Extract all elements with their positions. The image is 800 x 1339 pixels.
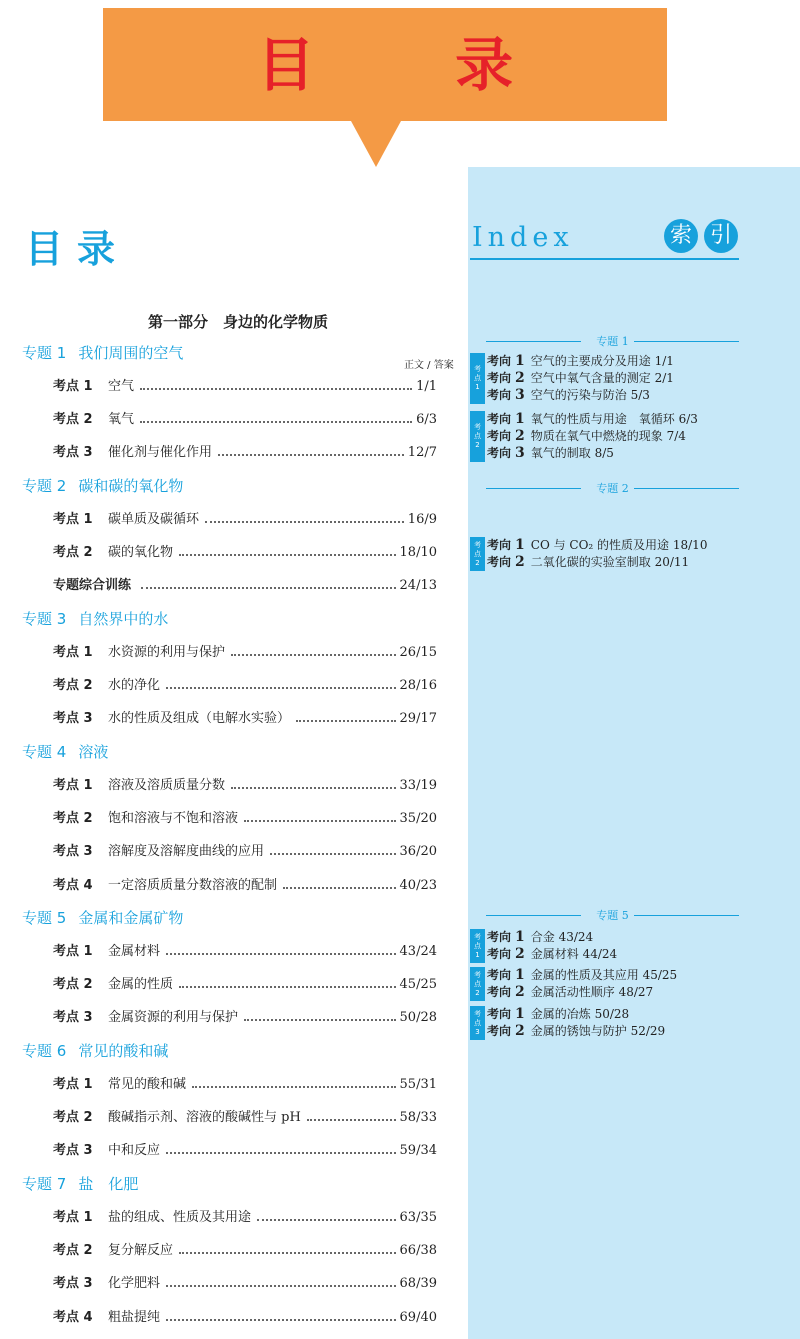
row-title: 水的净化 bbox=[108, 678, 161, 694]
row-label: 考点 3 bbox=[53, 711, 93, 727]
topic-name: 自然界中的水 bbox=[78, 610, 169, 628]
topic-label: 专题 5 bbox=[22, 909, 67, 927]
entry-number: 1 bbox=[515, 1006, 525, 1022]
toc-row[interactable] bbox=[53, 408, 437, 428]
row-label: 考点 1 bbox=[53, 645, 93, 660]
row-pages: 24/13 bbox=[399, 578, 437, 594]
row-pages: 40/23 bbox=[399, 877, 437, 893]
row-label: 考点 1 bbox=[53, 778, 93, 793]
topic-label: 专题 1 bbox=[22, 344, 67, 362]
entry-number: 2 bbox=[515, 984, 525, 1000]
entry-number: 2 bbox=[515, 1023, 525, 1039]
kaodian-tab bbox=[470, 411, 485, 462]
row-label: 考点 2 bbox=[53, 1110, 93, 1126]
row-pages: 66/38 bbox=[399, 1243, 437, 1259]
topic-name: 常见的酸和碱 bbox=[78, 1042, 169, 1060]
row-label: 考点 3 bbox=[53, 844, 93, 860]
index-badge-1: 索 bbox=[664, 219, 698, 253]
dot-leader bbox=[244, 1019, 396, 1021]
row-label: 考点 2 bbox=[53, 977, 93, 993]
index-entry[interactable] bbox=[487, 984, 653, 1001]
kaodian-tab bbox=[470, 967, 485, 1001]
dot-leader bbox=[179, 986, 396, 988]
row-pages: 33/19 bbox=[399, 778, 437, 793]
entry-number: 2 bbox=[515, 946, 525, 962]
entry-text: 空气的污染与防治 5/3 bbox=[530, 388, 650, 402]
row-title: 常见的酸和碱 bbox=[108, 1077, 187, 1092]
tab-char: 1 bbox=[475, 950, 480, 959]
kaodian-tab bbox=[470, 1006, 485, 1040]
row-label: 考点 2 bbox=[53, 1243, 93, 1259]
row-pages: 16/9 bbox=[407, 512, 437, 527]
row-pages: 50/28 bbox=[399, 1010, 437, 1026]
entry-text: 氧气的制取 8/5 bbox=[530, 446, 614, 460]
row-title: 水的性质及组成（电解水实验） bbox=[108, 711, 291, 727]
index-badge-2: 引 bbox=[704, 219, 738, 253]
topic-label: 专题 7 bbox=[22, 1175, 67, 1193]
row-title: 溶液及溶质质量分数 bbox=[108, 778, 226, 793]
toc-row[interactable] bbox=[53, 1206, 437, 1226]
row-title: 催化剂与催化作用 bbox=[108, 445, 213, 461]
dot-leader bbox=[283, 887, 396, 889]
toc-row[interactable] bbox=[53, 774, 437, 794]
toc-row[interactable] bbox=[53, 1106, 437, 1126]
row-pages: 36/20 bbox=[399, 844, 437, 860]
toc-row[interactable] bbox=[53, 1272, 437, 1292]
dot-leader bbox=[231, 787, 396, 789]
dot-leader bbox=[166, 953, 396, 955]
index-entry[interactable] bbox=[487, 370, 674, 387]
toc-row[interactable] bbox=[53, 375, 437, 395]
row-label: 考点 1 bbox=[53, 379, 93, 394]
tab-char: 2 bbox=[475, 988, 480, 997]
row-pages: 63/35 bbox=[399, 1210, 437, 1225]
kaodian-tab bbox=[470, 929, 485, 963]
index-section-heading: 专题 1 bbox=[596, 335, 629, 348]
entry-number: 3 bbox=[515, 387, 525, 403]
row-title: 空气 bbox=[108, 379, 135, 394]
row-pages: 68/39 bbox=[399, 1276, 437, 1292]
tab-char: 考 bbox=[474, 932, 481, 941]
entry-prefix: 考向 bbox=[487, 538, 512, 552]
row-pages: 6/3 bbox=[416, 412, 437, 428]
row-title: 一定溶质质量分数溶液的配制 bbox=[108, 877, 278, 893]
entry-text: 物质在氧气中燃烧的现象 7/4 bbox=[530, 429, 686, 443]
entry-number: 1 bbox=[515, 353, 525, 369]
row-pages: 12/7 bbox=[407, 445, 437, 461]
tab-char: 点 bbox=[474, 1018, 481, 1027]
toc-row[interactable] bbox=[53, 641, 437, 661]
row-label: 考点 1 bbox=[53, 512, 93, 527]
entry-number: 1 bbox=[515, 967, 525, 983]
row-title: 饱和溶液与不饱和溶液 bbox=[108, 811, 239, 827]
index-section-heading: 专题 2 bbox=[596, 482, 629, 495]
index-entry[interactable] bbox=[487, 428, 686, 445]
tab-char: 2 bbox=[475, 558, 480, 567]
index-entry[interactable] bbox=[487, 554, 689, 571]
tab-char: 考 bbox=[474, 970, 481, 979]
banner-title: 目 录 bbox=[256, 31, 574, 99]
row-title: 粗盐提纯 bbox=[108, 1309, 161, 1325]
kaodian-tab bbox=[470, 537, 485, 571]
kaodian-tab bbox=[470, 353, 485, 404]
toc-row[interactable] bbox=[53, 574, 437, 594]
entry-text: 金属的冶炼 50/28 bbox=[530, 1007, 630, 1021]
topic-label: 专题 3 bbox=[22, 610, 67, 628]
topic-heading[interactable] bbox=[22, 1040, 168, 1061]
topic-name: 碳和碳的氧化物 bbox=[78, 477, 184, 495]
row-pages: 18/10 bbox=[399, 545, 437, 561]
row-pages: 55/31 bbox=[399, 1077, 437, 1092]
toc-row[interactable] bbox=[53, 674, 437, 694]
tab-char: 点 bbox=[474, 432, 481, 440]
index-entry[interactable] bbox=[487, 929, 593, 946]
index-section-heading: 专题 5 bbox=[596, 909, 629, 922]
row-pages: 45/25 bbox=[399, 977, 437, 993]
entry-prefix: 考向 bbox=[487, 947, 512, 961]
dot-leader bbox=[244, 820, 396, 822]
toc-row[interactable] bbox=[53, 441, 437, 461]
entry-prefix: 考向 bbox=[487, 446, 512, 460]
entry-prefix: 考向 bbox=[487, 968, 512, 982]
entry-text: 合金 43/24 bbox=[530, 930, 594, 944]
index-entry[interactable] bbox=[487, 946, 617, 963]
row-label: 考点 2 bbox=[53, 412, 93, 428]
row-pages: 58/33 bbox=[399, 1110, 437, 1126]
tab-char: 点 bbox=[474, 374, 481, 382]
row-label: 考点 1 bbox=[53, 944, 93, 959]
topic-label: 专题 2 bbox=[22, 477, 67, 495]
topic-name: 盐 化肥 bbox=[78, 1175, 139, 1193]
toc-row[interactable] bbox=[53, 807, 437, 827]
entry-text: 金属活动性顺序 48/27 bbox=[530, 985, 654, 999]
row-label: 考点 4 bbox=[53, 1309, 93, 1325]
topic-name: 溶液 bbox=[78, 743, 109, 761]
toc-row[interactable] bbox=[53, 874, 437, 894]
entry-prefix: 考向 bbox=[487, 371, 512, 385]
index-entry[interactable] bbox=[487, 1023, 665, 1040]
row-pages: 1/1 bbox=[416, 379, 437, 394]
topic-heading[interactable] bbox=[22, 1173, 138, 1194]
row-title: 碳的氧化物 bbox=[108, 545, 174, 561]
row-title: 金属的性质 bbox=[108, 977, 174, 993]
row-title: 金属资源的利用与保护 bbox=[108, 1010, 239, 1026]
topic-name: 我们周围的空气 bbox=[78, 344, 184, 362]
tab-char: 2 bbox=[475, 441, 480, 449]
row-label: 考点 1 bbox=[53, 1077, 93, 1092]
entry-prefix: 考向 bbox=[487, 555, 512, 569]
index-rule bbox=[470, 258, 739, 260]
dot-leader bbox=[179, 554, 396, 556]
row-title: 酸碱指示剂、溶液的酸碱性与 pH bbox=[108, 1110, 301, 1126]
toc-row[interactable] bbox=[53, 508, 437, 528]
tab-char: 1 bbox=[475, 383, 480, 391]
entry-number: 3 bbox=[515, 445, 525, 461]
entry-prefix: 考向 bbox=[487, 1024, 512, 1038]
tab-char: 点 bbox=[474, 549, 481, 558]
index-heading: Index bbox=[472, 222, 574, 253]
row-label: 考点 3 bbox=[53, 1143, 93, 1159]
row-title: 碳单质及碳循环 bbox=[108, 512, 200, 527]
row-title: 金属材料 bbox=[108, 944, 161, 959]
entry-number: 1 bbox=[515, 929, 525, 945]
row-label: 考点 2 bbox=[53, 545, 93, 561]
entry-prefix: 考向 bbox=[487, 1007, 512, 1021]
entry-text: 金属的锈蚀与防护 52/29 bbox=[530, 1024, 666, 1038]
topic-heading[interactable] bbox=[22, 608, 168, 629]
toc-row[interactable] bbox=[53, 940, 437, 960]
row-pages: 28/16 bbox=[399, 678, 437, 694]
row-label: 考点 2 bbox=[53, 678, 93, 694]
entry-prefix: 考向 bbox=[487, 429, 512, 443]
dot-leader bbox=[140, 421, 412, 423]
dot-leader bbox=[140, 388, 412, 390]
dot-leader bbox=[166, 687, 396, 689]
tab-char: 考 bbox=[474, 540, 481, 549]
entry-text: CO 与 CO₂ 的性质及用途 18/10 bbox=[530, 538, 708, 552]
index-entry[interactable] bbox=[487, 353, 674, 370]
row-label: 考点 3 bbox=[53, 445, 93, 461]
entry-number: 1 bbox=[515, 537, 525, 553]
tab-char: 考 bbox=[474, 423, 481, 431]
row-title: 溶解度及溶解度曲线的应用 bbox=[108, 844, 265, 860]
dot-leader bbox=[296, 720, 396, 722]
row-title: 中和反应 bbox=[108, 1143, 161, 1159]
entry-number: 1 bbox=[515, 411, 525, 427]
topic-heading[interactable] bbox=[22, 475, 183, 496]
row-title: 氧气 bbox=[108, 412, 135, 428]
dot-leader bbox=[270, 853, 396, 855]
part-title: 第一部分 身边的化学物质 bbox=[148, 313, 329, 331]
row-label: 考点 3 bbox=[53, 1010, 93, 1026]
entry-text: 金属的性质及其应用 45/25 bbox=[530, 968, 678, 982]
row-title: 复分解反应 bbox=[108, 1243, 174, 1259]
row-pages: 26/15 bbox=[399, 645, 437, 660]
toc-row[interactable] bbox=[53, 1006, 437, 1026]
entry-number: 2 bbox=[515, 554, 525, 570]
toc-row[interactable] bbox=[53, 707, 437, 727]
tab-char: 3 bbox=[475, 1027, 480, 1036]
index-section-divider bbox=[486, 482, 739, 494]
row-title: 盐的组成、性质及其用途 bbox=[108, 1210, 252, 1225]
dot-leader bbox=[166, 1319, 396, 1321]
row-label: 专题综合训练 bbox=[53, 578, 132, 594]
topic-heading[interactable] bbox=[22, 741, 108, 762]
index-entry[interactable] bbox=[487, 387, 650, 404]
topic-heading[interactable] bbox=[22, 342, 183, 363]
toc-row[interactable] bbox=[53, 840, 437, 860]
tab-char: 点 bbox=[474, 979, 481, 988]
dot-leader bbox=[257, 1219, 396, 1221]
index-entry[interactable] bbox=[487, 537, 707, 554]
dot-leader bbox=[205, 521, 404, 523]
index-entry[interactable] bbox=[487, 445, 614, 462]
toc-row[interactable] bbox=[53, 541, 437, 561]
dot-leader bbox=[166, 1152, 396, 1154]
row-label: 考点 1 bbox=[53, 1210, 93, 1225]
row-pages: 69/40 bbox=[399, 1309, 437, 1325]
index-entry[interactable] bbox=[487, 967, 677, 984]
topic-heading[interactable] bbox=[22, 907, 183, 928]
topic-name: 金属和金属矿物 bbox=[78, 909, 184, 927]
dot-leader bbox=[179, 1252, 396, 1254]
toc-heading: 目录 bbox=[25, 227, 130, 271]
title-banner bbox=[103, 8, 667, 121]
row-title: 水资源的利用与保护 bbox=[108, 645, 226, 660]
dot-leader bbox=[231, 654, 396, 656]
dot-leader bbox=[192, 1086, 396, 1088]
row-pages: 35/20 bbox=[399, 811, 437, 827]
row-pages: 59/34 bbox=[399, 1143, 437, 1159]
dot-leader bbox=[166, 1285, 396, 1287]
toc-row[interactable] bbox=[53, 1139, 437, 1159]
entry-text: 空气的主要成分及用途 1/1 bbox=[530, 354, 674, 368]
columns-header: 正文 / 答案 bbox=[404, 360, 454, 371]
tab-char: 考 bbox=[474, 365, 481, 373]
entry-prefix: 考向 bbox=[487, 412, 512, 426]
entry-prefix: 考向 bbox=[487, 354, 512, 368]
dot-leader bbox=[307, 1119, 396, 1121]
index-entry[interactable] bbox=[487, 411, 698, 428]
entry-text: 氧气的性质与用途 氧循环 6/3 bbox=[530, 412, 698, 426]
toc-row[interactable] bbox=[53, 1073, 437, 1093]
entry-prefix: 考向 bbox=[487, 930, 512, 944]
toc-row[interactable] bbox=[53, 1306, 437, 1326]
row-title: 化学肥料 bbox=[108, 1276, 161, 1292]
toc-row[interactable] bbox=[53, 973, 437, 993]
index-section-divider bbox=[486, 909, 739, 921]
row-pages: 43/24 bbox=[399, 944, 437, 959]
dot-leader bbox=[141, 587, 396, 589]
topic-label: 专题 6 bbox=[22, 1042, 67, 1060]
entry-text: 二氧化碳的实验室制取 20/11 bbox=[530, 555, 690, 569]
entry-number: 2 bbox=[515, 428, 525, 444]
index-section-divider bbox=[486, 335, 739, 347]
tab-char: 点 bbox=[474, 941, 481, 950]
index-entry[interactable] bbox=[487, 1006, 629, 1023]
dot-leader bbox=[218, 454, 404, 456]
row-label: 考点 4 bbox=[53, 877, 93, 893]
entry-prefix: 考向 bbox=[487, 985, 512, 999]
entry-number: 2 bbox=[515, 370, 525, 386]
toc-row[interactable] bbox=[53, 1239, 437, 1259]
row-pages: 29/17 bbox=[399, 711, 437, 727]
topic-label: 专题 4 bbox=[22, 743, 67, 761]
entry-text: 空气中氧气含量的测定 2/1 bbox=[530, 371, 674, 385]
banner-pointer bbox=[351, 121, 401, 167]
entry-prefix: 考向 bbox=[487, 388, 512, 402]
entry-text: 金属材料 44/24 bbox=[530, 947, 618, 961]
tab-char: 考 bbox=[474, 1009, 481, 1018]
row-label: 考点 2 bbox=[53, 811, 93, 827]
row-label: 考点 3 bbox=[53, 1276, 93, 1292]
